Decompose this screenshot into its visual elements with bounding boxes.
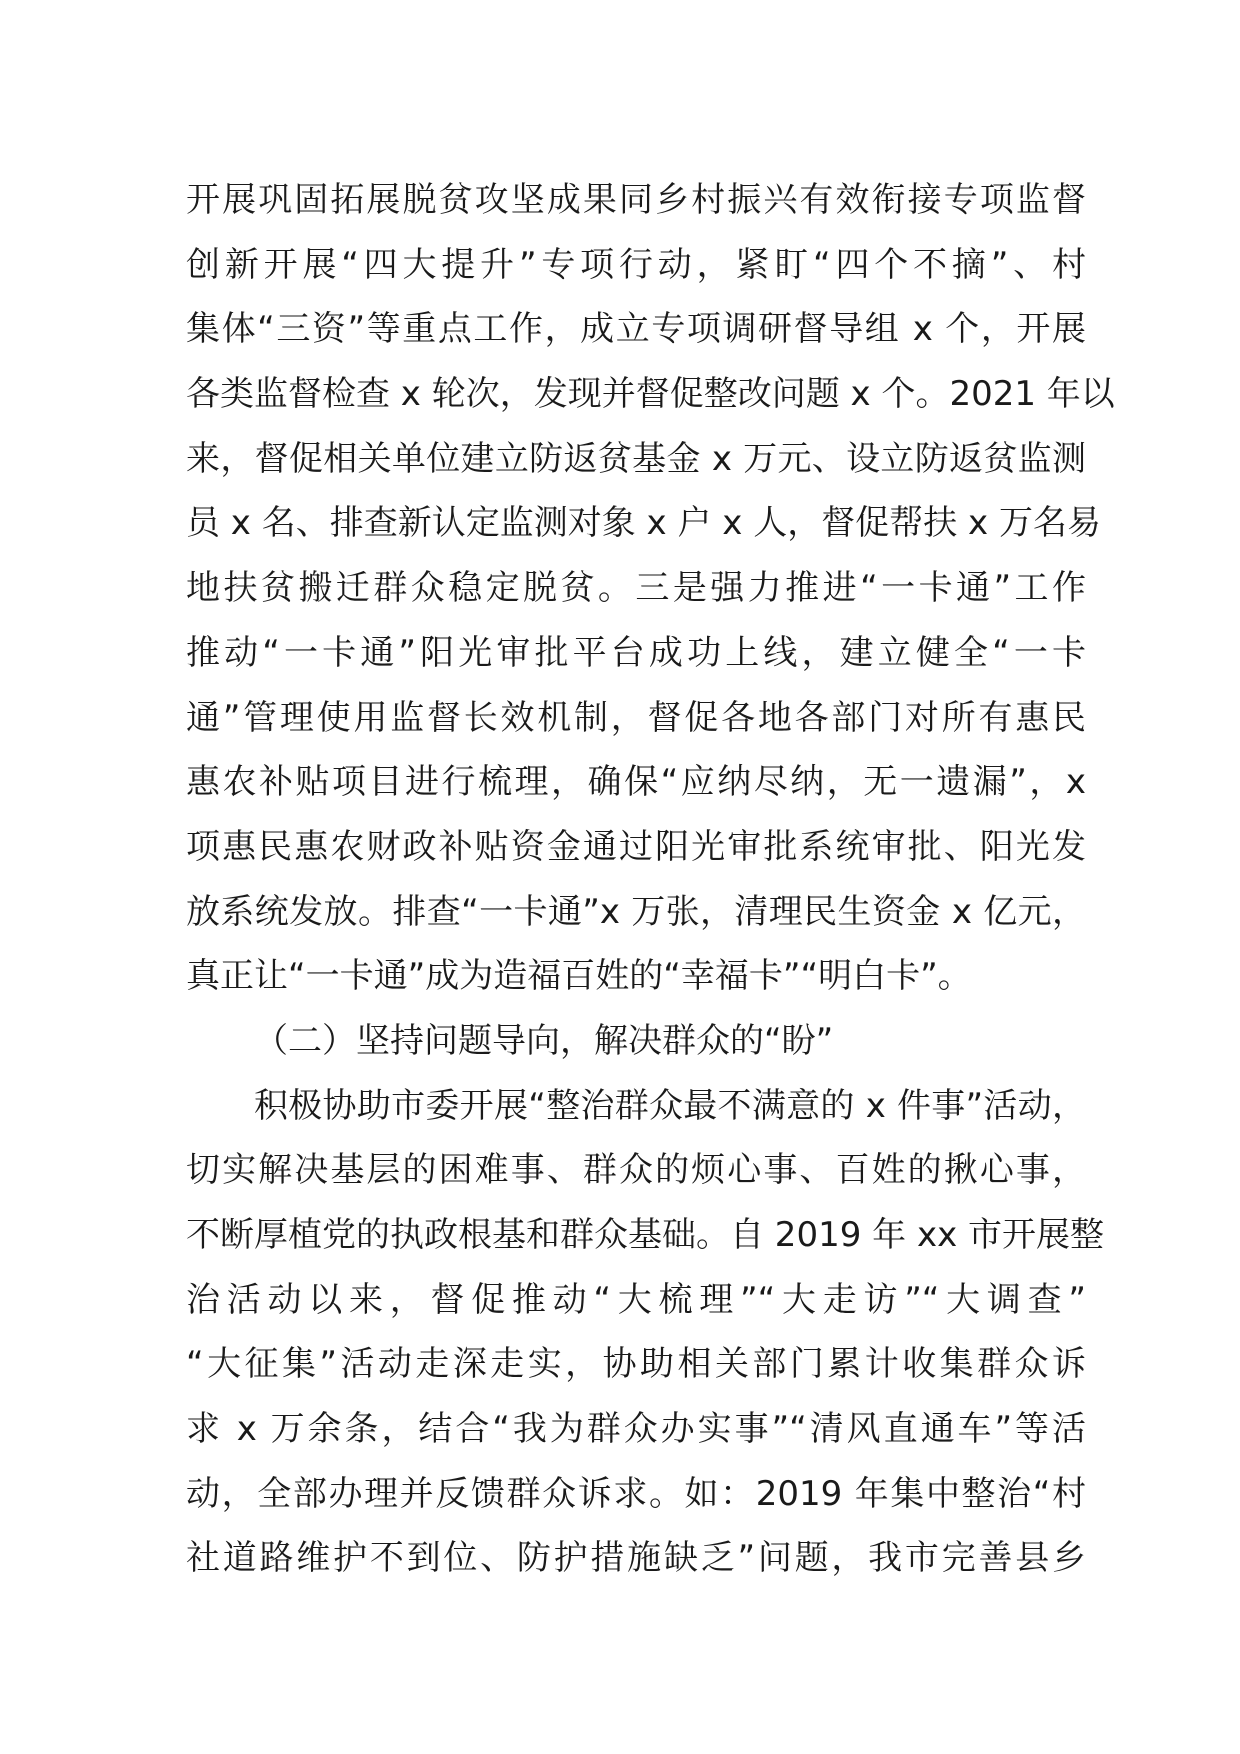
text-line: 集体“三资”等重点工作，成立专项调研督导组 x 个，开展 bbox=[186, 309, 1086, 350]
text-line: 放系统发放。排查“一卡通”x 万张，清理民生资金 x 亿元， bbox=[186, 891, 1086, 932]
text-line: “大征集”活动走深走实，协助相关部门累计收集群众诉 bbox=[186, 1344, 1086, 1385]
text-line: 员 x 名、排查新认定监测对象 x 户 x 人，督促帮扶 x 万名易 bbox=[186, 503, 1101, 544]
text-line: 各类监督检查 x 轮次，发现并督促整改问题 x 个。2021 年以 bbox=[186, 374, 1115, 415]
body-text bbox=[186, 168, 1115, 1591]
text-line: 切实解决基层的困难事、群众的烦心事、百姓的揪心事， bbox=[186, 1150, 1086, 1191]
text-line: 通”管理使用监督长效机制，督促各地各部门对所有惠民 bbox=[186, 697, 1086, 738]
text-line: 治活动以来，督促推动“大梳理”“大走访”“大调查” bbox=[186, 1279, 1086, 1320]
text-line: 开展巩固拓展脱贫攻坚成果同乡村振兴有效衔接专项监督 bbox=[186, 180, 1086, 220]
text-line: 惠农补贴项目进行梳理，确保“应纳尽纳，无一遗漏”，x bbox=[186, 762, 1086, 803]
text-line: 地扶贫搬迁群众稳定脱贫。三是强力推进“一卡通”工作 bbox=[186, 568, 1086, 609]
text-line: 不断厚植党的执政根基和群众基础。自 2019 年 xx 市开展整 bbox=[186, 1215, 1104, 1255]
text-line: 动，全部办理并反馈群众诉求。如：2019 年集中整治“村 bbox=[186, 1473, 1086, 1514]
text-line: 创新开展“四大提升”专项行动，紧盯“四个不摘”、村 bbox=[186, 244, 1086, 285]
text-line: 积极协助市委开展“整治群众最不满意的 x 件事”活动， bbox=[254, 1085, 1086, 1126]
text-line: 来，督促相关单位建立防返贫基金 x 万元、设立防返贫监测 bbox=[186, 438, 1087, 479]
text-line: 真正让“一卡通”成为造福百姓的“幸福卡”“明白卡”。 bbox=[186, 956, 972, 997]
text-line: 推动“一卡通”阳光审批平台成功上线，建立健全“一卡 bbox=[186, 632, 1086, 673]
text-line: 项惠民惠农财政补贴资金通过阳光审批系统审批、阳光发 bbox=[186, 826, 1086, 867]
text-line: 社道路维护不到位、防护措施缺乏”问题，我市完善县乡 bbox=[186, 1538, 1086, 1579]
section-heading: （二）坚持问题导向，解决群众的“盼” bbox=[254, 1020, 834, 1061]
text-line: 求 x 万余条，结合“我为群众办实事”“清风直通车”等活 bbox=[186, 1409, 1086, 1450]
